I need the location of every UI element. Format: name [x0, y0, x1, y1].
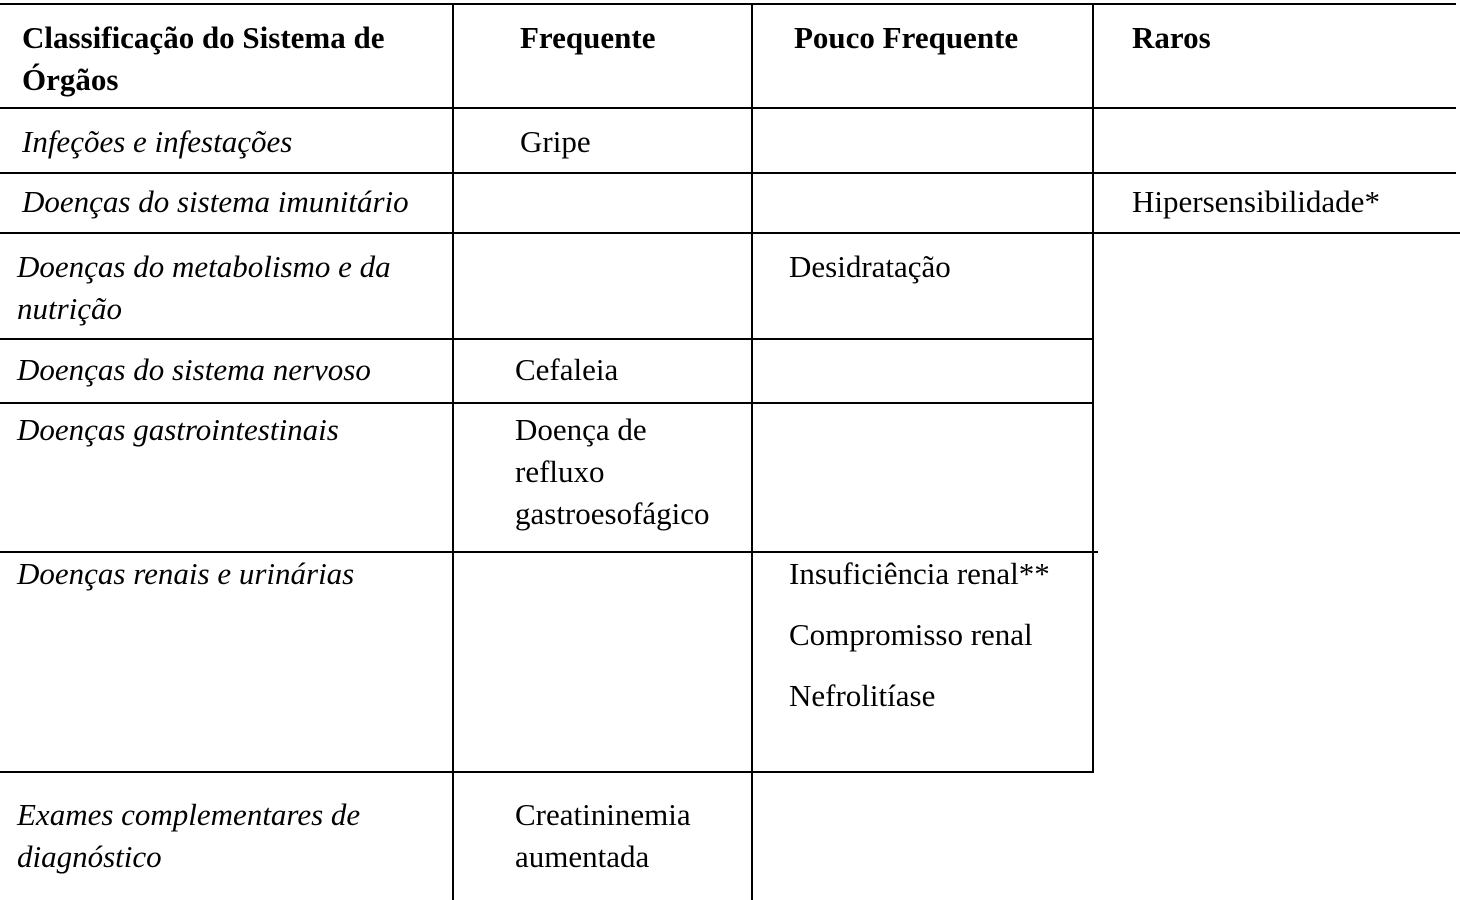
row-category: Exames complementares de diagnóstico — [17, 797, 361, 874]
row-category: Doenças do sistema imunitário — [22, 184, 409, 219]
header-rare: Raros — [1132, 20, 1211, 55]
row-category: Infeções e infestações — [22, 124, 293, 159]
header-uncommon: Pouco Frequente — [794, 20, 1019, 55]
row-category: Doenças renais e urinárias — [17, 556, 355, 591]
list-item: Compromisso renal — [789, 617, 1033, 652]
list-item: Nefrolitíase — [789, 678, 936, 713]
row-category: Doenças do sistema nervoso — [17, 352, 371, 387]
row-frequent-value: Cefaleia — [515, 352, 619, 387]
list-item: Insuficiência renal** — [789, 556, 1050, 591]
row-uncommon-list — [789, 553, 1050, 736]
row-rare-value: Hipersensibilidade* — [1132, 184, 1380, 219]
row-frequent-value: Gripe — [520, 124, 591, 159]
header-soc: Classificação do Sistema de Órgãos — [22, 20, 385, 97]
row-frequent-value: Creatininemia aumentada — [515, 797, 691, 874]
row-category: Doenças gastrointestinais — [17, 412, 339, 447]
row-uncommon-value: Desidratação — [789, 249, 951, 284]
header-frequent: Frequente — [520, 20, 656, 55]
row-category: Doenças do metabolismo e da nutrição — [17, 249, 391, 326]
row-frequent-value: Doença de refluxo gastroesofágico — [515, 412, 710, 531]
